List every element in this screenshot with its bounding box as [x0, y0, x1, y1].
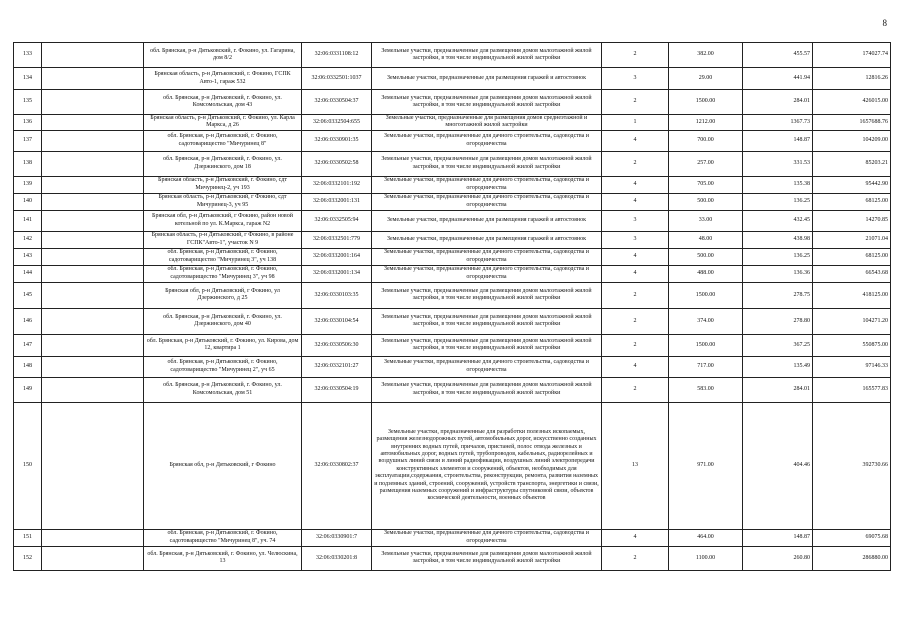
- cadastral-number-cell: 32:06:0330502:58: [302, 151, 372, 176]
- address-cell: Брянская область, р-н Дятьковский, г. Фокино, ГСПК Авто-1, гараж 532: [144, 68, 302, 90]
- land-use-cell: Земельные участки, предназначенные для размещения домов малоэтажной жилой застройки, в том числе индивидуальной жилой застройки: [372, 377, 602, 402]
- cadastral-number-cell: 32:06:0332101:27: [302, 356, 372, 377]
- address-cell: Брянская обл, р-н Дятьковский, г Фокино: [144, 402, 302, 529]
- cadastral-value-cell: 104209.00: [813, 130, 891, 151]
- row-number: 152: [14, 546, 42, 570]
- area-cell: 1212.00: [669, 115, 743, 131]
- address-cell: обл. Брянская, р-н Дятьковский, г. Фокино, садотоварищество "Мичуринец 3", уч 138: [144, 248, 302, 265]
- rate-cell: 135.49: [743, 356, 813, 377]
- rate-cell: 148.87: [743, 130, 813, 151]
- empty-cell: [42, 90, 144, 115]
- empty-cell: [42, 377, 144, 402]
- group-number-cell: 4: [602, 356, 669, 377]
- address-cell: Брянская область, р-н Дятьковский, г. Фокино, сдт Мичуринец-2, уч 193: [144, 176, 302, 193]
- cadastral-value-cell: 426015.00: [813, 90, 891, 115]
- cadastral-number-cell: 32:06:0332001:131: [302, 193, 372, 210]
- area-cell: 500.00: [669, 248, 743, 265]
- row-number: 141: [14, 210, 42, 231]
- cadastral-number-cell: 32:06:0332501:779: [302, 231, 372, 248]
- empty-cell: [42, 68, 144, 90]
- empty-cell: [42, 115, 144, 131]
- rate-cell: 404.46: [743, 402, 813, 529]
- empty-cell: [42, 130, 144, 151]
- cadastral-value-cell: 69075.68: [813, 529, 891, 546]
- group-number-cell: 3: [602, 68, 669, 90]
- cadastral-value-cell: 286880.00: [813, 546, 891, 570]
- group-number-cell: 2: [602, 377, 669, 402]
- land-use-cell: Земельные участки, предназначенные для размещения домов малоэтажной жилой застройки, в том числе индивидуальной жилой застройки: [372, 90, 602, 115]
- row-number: 145: [14, 282, 42, 308]
- cadastral-number-cell: 32:06:0332101:192: [302, 176, 372, 193]
- cadastral-value-cell: 174027.74: [813, 43, 891, 68]
- address-cell: обл. Брянская, р-н Дятьковский, г. Фокино, садотоварищество "Мичуринец 3", уч 98: [144, 265, 302, 282]
- cadastral-number-cell: 32:06:0332501:1037: [302, 68, 372, 90]
- empty-cell: [42, 210, 144, 231]
- rate-cell: 432.45: [743, 210, 813, 231]
- land-use-cell: Земельные участки, предназначенные для дачного строительства, садоводства и огородничества: [372, 130, 602, 151]
- group-number-cell: 1: [602, 115, 669, 131]
- group-number-cell: 2: [602, 43, 669, 68]
- row-number: 138: [14, 151, 42, 176]
- address-cell: обл. Брянская, р-н Дятьковский, г. Фокино, садотоварищество "Мичуринец 8": [144, 130, 302, 151]
- table-row: [14, 151, 891, 176]
- empty-cell: [42, 308, 144, 334]
- cadastral-value-cell: 68125.00: [813, 193, 891, 210]
- land-use-cell: Земельные участки, предназначенные для размещения домов среднеэтажной и многоэтажной жилой застройки: [372, 115, 602, 131]
- cadastral-number-cell: 32:06:0330201:8: [302, 546, 372, 570]
- empty-cell: [42, 334, 144, 356]
- cadastral-number-cell: 32:06:0330104:54: [302, 308, 372, 334]
- cadastral-value-cell: 165577.83: [813, 377, 891, 402]
- area-cell: 971.00: [669, 402, 743, 529]
- rate-cell: 136.36: [743, 265, 813, 282]
- cadastral-value-cell: 21071.04: [813, 231, 891, 248]
- row-number: 147: [14, 334, 42, 356]
- group-number-cell: 2: [602, 546, 669, 570]
- page-number: 8: [882, 18, 887, 28]
- address-cell: обл. Брянская, р-н Дятьковский, г. Фокино, садотоварищество "Мичуринец 8", уч. 74: [144, 529, 302, 546]
- table-body: [14, 43, 891, 571]
- table-row: [14, 402, 891, 529]
- table-row: [14, 68, 891, 90]
- group-number-cell: 4: [602, 130, 669, 151]
- row-number: 142: [14, 231, 42, 248]
- empty-cell: [42, 248, 144, 265]
- group-number-cell: 2: [602, 308, 669, 334]
- table-row: [14, 529, 891, 546]
- address-cell: обл. Брянская, р-н Дятьковский, г. Фокино, ул. Дзержинского, дом 18: [144, 151, 302, 176]
- row-number: 136: [14, 115, 42, 131]
- group-number-cell: 4: [602, 176, 669, 193]
- cadastral-value-cell: 392730.66: [813, 402, 891, 529]
- land-use-cell: Земельные участки, предназначенные для разработки полезных ископаемых, размещения железнодорожных путей, автомобильных дорог, искусственно созданных внутренних водных путей, причалов, пристаней, полос отвода железных и автомобильных дорог, водных путей, трубопроводов, кабельных, радиорелейных и воздушных линий связи и линий радиофикации, воздушных линий электропередачи конструктивных элементов и сооружений, объектов, необходимых для эксплуатации,содержания, строительства, реконструкции, ремонта, развития наземных и подземных зданий, строений, сооружений, устройств транспорта, энергетики и связи, размещения наземных сооружений и инфраструктуры спутниковой связи, объектов космической деятельности, военных объектов: [372, 402, 602, 529]
- cadastral-number-cell: 32:06:0330802:37: [302, 402, 372, 529]
- table-row: [14, 176, 891, 193]
- group-number-cell: 13: [602, 402, 669, 529]
- address-cell: обл. Брянская, р-н Дятьковский, г. Фокино, ул. Комсомольская, дом 43: [144, 90, 302, 115]
- cadastral-value-cell: 66543.68: [813, 265, 891, 282]
- address-cell: Брянская обл, р-н Дятьковский, г Фокино, ул Дзержинского, д 25: [144, 282, 302, 308]
- rate-cell: 136.25: [743, 248, 813, 265]
- cadastral-value-cell: 14270.85: [813, 210, 891, 231]
- address-cell: обл. Брянская, р-н Дятьковский, г. Фокино, ул. Кирова, дом 12, квартира 1: [144, 334, 302, 356]
- address-cell: Брянская область, р-н Дятьковский, г. Фокино, ул. Карла Маркса, д 26: [144, 115, 302, 131]
- cadastral-value-cell: 68125.00: [813, 248, 891, 265]
- table-row: [14, 546, 891, 570]
- cadastral-value-cell: 12816.26: [813, 68, 891, 90]
- area-cell: 700.00: [669, 130, 743, 151]
- table-row: [14, 115, 891, 131]
- area-cell: 717.00: [669, 356, 743, 377]
- table-row: [14, 334, 891, 356]
- cadastral-value-cell: 97146.33: [813, 356, 891, 377]
- rate-cell: 278.80: [743, 308, 813, 334]
- row-number: 140: [14, 193, 42, 210]
- table-row: [14, 356, 891, 377]
- land-use-cell: Земельные участки, предназначенные для размещения домов малоэтажной жилой застройки, в том числе индивидуальной жилой застройки: [372, 282, 602, 308]
- land-use-cell: Земельные участки, предназначенные для дачного строительства, садоводства и огородничества: [372, 529, 602, 546]
- row-number: 146: [14, 308, 42, 334]
- rate-cell: 284.01: [743, 90, 813, 115]
- land-use-cell: Земельные участки, предназначенные для размещения домов малоэтажной жилой застройки, в том числе индивидуальной жилой застройки: [372, 546, 602, 570]
- area-cell: 1500.00: [669, 90, 743, 115]
- rate-cell: 367.25: [743, 334, 813, 356]
- rate-cell: 1367.73: [743, 115, 813, 131]
- land-use-cell: Земельные участки, предназначенные для размещения гаражей и автостоянок: [372, 231, 602, 248]
- address-cell: обл. Брянская, р-н Дятьковский, г. Фокино, ул. Дзержинского, дом 40: [144, 308, 302, 334]
- land-use-cell: Земельные участки, предназначенные для размещения домов малоэтажной жилой застройки, в том числе индивидуальной жилой застройки: [372, 308, 602, 334]
- cadastral-number-cell: 32:06:0330506:30: [302, 334, 372, 356]
- row-number: 137: [14, 130, 42, 151]
- cadastral-number-cell: 32:06:0330103:35: [302, 282, 372, 308]
- table-row: [14, 308, 891, 334]
- table-row: [14, 231, 891, 248]
- empty-cell: [42, 176, 144, 193]
- address-cell: Брянская обл, р-н Дятьковский, г Фокино, район новой котельной по ул. К.Маркса, гараж N2: [144, 210, 302, 231]
- group-number-cell: 4: [602, 193, 669, 210]
- area-cell: 257.00: [669, 151, 743, 176]
- cadastral-value-cell: 1657688.76: [813, 115, 891, 131]
- empty-cell: [42, 402, 144, 529]
- empty-cell: [42, 193, 144, 210]
- empty-cell: [42, 151, 144, 176]
- row-number: 143: [14, 248, 42, 265]
- cadastral-value-cell: 95442.90: [813, 176, 891, 193]
- land-use-cell: Земельные участки, предназначенные для дачного строительства, садоводства и огородничества: [372, 356, 602, 377]
- cadastral-value-cell: 550875.00: [813, 334, 891, 356]
- land-use-cell: Земельные участки, предназначенные для размещения домов малоэтажной жилой застройки, в том числе индивидуальной жилой застройки: [372, 151, 602, 176]
- table-row: [14, 265, 891, 282]
- land-use-cell: Земельные участки, предназначенные для дачного строительства, садоводства и огородничества: [372, 176, 602, 193]
- cadastral-value-cell: 104271.20: [813, 308, 891, 334]
- area-cell: 374.00: [669, 308, 743, 334]
- rate-cell: 284.01: [743, 377, 813, 402]
- area-cell: 29.00: [669, 68, 743, 90]
- address-cell: обл. Брянская, р-н Дятьковский, г. Фокино, ул. Комсомольская, дом 51: [144, 377, 302, 402]
- group-number-cell: 3: [602, 210, 669, 231]
- empty-cell: [42, 529, 144, 546]
- empty-cell: [42, 231, 144, 248]
- row-number: 150: [14, 402, 42, 529]
- table-row: [14, 193, 891, 210]
- group-number-cell: 4: [602, 529, 669, 546]
- table-row: [14, 282, 891, 308]
- area-cell: 1500.00: [669, 282, 743, 308]
- empty-cell: [42, 265, 144, 282]
- cadastral-number-cell: 32:06:0330901:7: [302, 529, 372, 546]
- area-cell: 500.00: [669, 193, 743, 210]
- cadastral-number-cell: 32:06:0330504:37: [302, 90, 372, 115]
- address-cell: Брянская область, р-н Дятьковский, г Фокино, в районе ГСПК"Авто-1", участок N 9: [144, 231, 302, 248]
- land-use-cell: Земельные участки, предназначенные для размещения домов малоэтажной жилой застройки, в том числе индивидуальной жилой застройки: [372, 43, 602, 68]
- address-cell: обл. Брянская, р-н Дятьковский, г. Фокино, садотоварищество "Мичуринец 2", уч 65: [144, 356, 302, 377]
- row-number: 139: [14, 176, 42, 193]
- group-number-cell: 2: [602, 334, 669, 356]
- land-use-cell: Земельные участки, предназначенные для дачного строительства, садоводства и огородничества: [372, 248, 602, 265]
- address-cell: обл. Брянская, р-н Дятьковский, г. Фокино, ул. Гагарина, дом 8/2: [144, 43, 302, 68]
- rate-cell: 135.38: [743, 176, 813, 193]
- table-row: [14, 130, 891, 151]
- cadastral-value-table: [13, 42, 891, 571]
- group-number-cell: 2: [602, 282, 669, 308]
- group-number-cell: 4: [602, 265, 669, 282]
- rate-cell: 438.98: [743, 231, 813, 248]
- cadastral-number-cell: 32:06:0331108:12: [302, 43, 372, 68]
- rate-cell: 278.75: [743, 282, 813, 308]
- rate-cell: 331.53: [743, 151, 813, 176]
- rate-cell: 260.80: [743, 546, 813, 570]
- area-cell: 1500.00: [669, 334, 743, 356]
- group-number-cell: 2: [602, 90, 669, 115]
- cadastral-number-cell: 32:06:0332001:164: [302, 248, 372, 265]
- row-number: 144: [14, 265, 42, 282]
- row-number: 133: [14, 43, 42, 68]
- table-row: [14, 377, 891, 402]
- row-number: 135: [14, 90, 42, 115]
- cadastral-value-cell: 418125.00: [813, 282, 891, 308]
- area-cell: 488.00: [669, 265, 743, 282]
- land-use-cell: Земельные участки, предназначенные для размещения домов малоэтажной жилой застройки, в том числе индивидуальной жилой застройки: [372, 334, 602, 356]
- land-use-cell: Земельные участки, предназначенные для размещения гаражей и автостоянок: [372, 68, 602, 90]
- group-number-cell: 3: [602, 231, 669, 248]
- rate-cell: 441.94: [743, 68, 813, 90]
- land-use-cell: Земельные участки, предназначенные для размещения гаражей и автостоянок: [372, 210, 602, 231]
- cadastral-number-cell: 32:06:0330504:19: [302, 377, 372, 402]
- land-use-cell: Земельные участки, предназначенные для дачного строительства, садоводства и огородничества: [372, 193, 602, 210]
- group-number-cell: 2: [602, 151, 669, 176]
- area-cell: 48.00: [669, 231, 743, 248]
- cadastral-number-cell: 32:06:0332504:655: [302, 115, 372, 131]
- cadastral-number-cell: 32:06:0330901:35: [302, 130, 372, 151]
- land-use-cell: Земельные участки, предназначенные для дачного строительства, садоводства и огородничества: [372, 265, 602, 282]
- row-number: 149: [14, 377, 42, 402]
- table-row: [14, 43, 891, 68]
- group-number-cell: 4: [602, 248, 669, 265]
- area-cell: 33.00: [669, 210, 743, 231]
- empty-cell: [42, 43, 144, 68]
- empty-cell: [42, 282, 144, 308]
- address-cell: обл. Брянская, р-н Дятьковский, г. Фокино, ул. Челюскина, 13: [144, 546, 302, 570]
- row-number: 151: [14, 529, 42, 546]
- table-row: [14, 210, 891, 231]
- cadastral-number-cell: 32:06:0332505:94: [302, 210, 372, 231]
- area-cell: 464.00: [669, 529, 743, 546]
- area-cell: 583.00: [669, 377, 743, 402]
- rate-cell: 136.25: [743, 193, 813, 210]
- row-number: 148: [14, 356, 42, 377]
- empty-cell: [42, 546, 144, 570]
- address-cell: Брянская область, р-н Дятьковский, г Фокино, сдт Мичуринец-3, уч 95: [144, 193, 302, 210]
- table-row: [14, 90, 891, 115]
- area-cell: 705.00: [669, 176, 743, 193]
- rate-cell: 455.57: [743, 43, 813, 68]
- rate-cell: 148.87: [743, 529, 813, 546]
- table-row: [14, 248, 891, 265]
- area-cell: 382.00: [669, 43, 743, 68]
- area-cell: 1100.00: [669, 546, 743, 570]
- empty-cell: [42, 356, 144, 377]
- cadastral-value-cell: 85203.21: [813, 151, 891, 176]
- row-number: 134: [14, 68, 42, 90]
- cadastral-number-cell: 32:06:0332001:134: [302, 265, 372, 282]
